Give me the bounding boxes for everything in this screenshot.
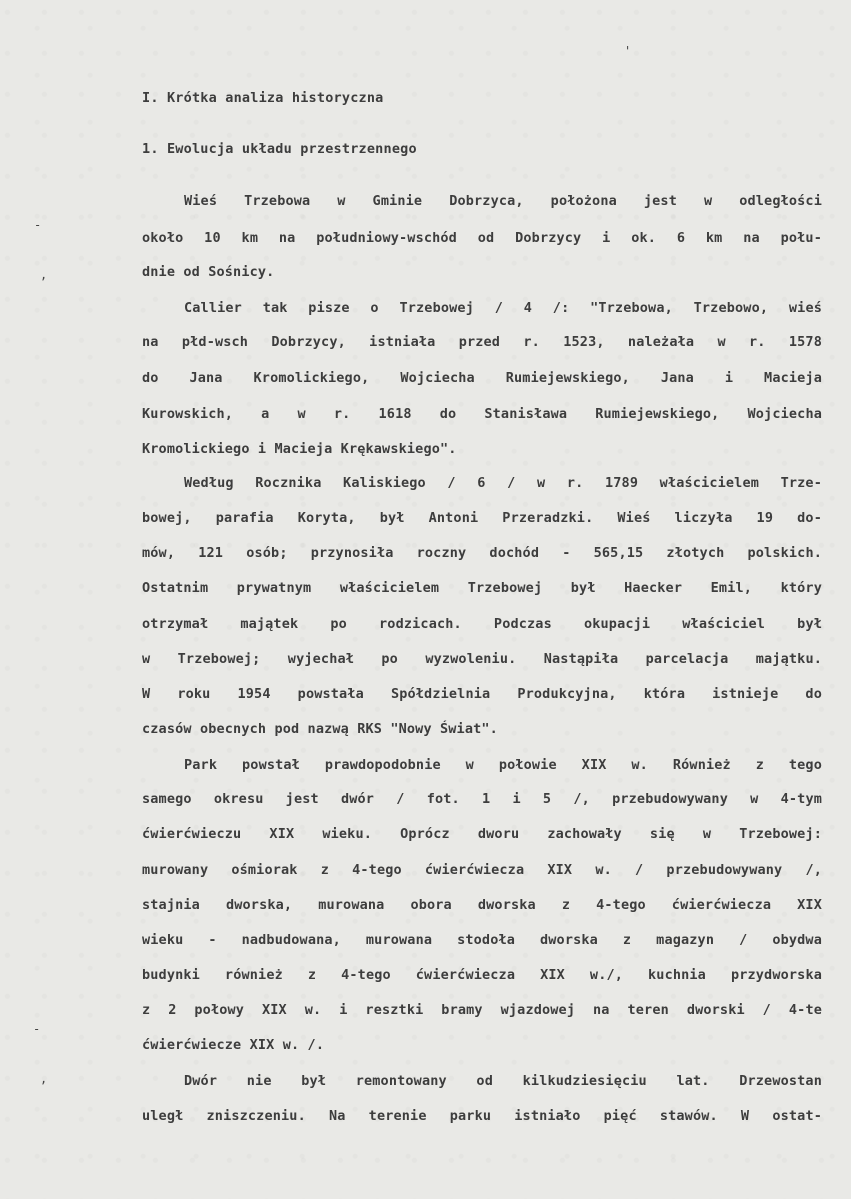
text-line: Park powstał prawdopodobnie w połowie XIX w. Również z tego	[184, 757, 822, 773]
scan-speck: '	[624, 44, 632, 58]
text-line: do Jana Kromolickiego, Wojciecha Rumiejewskiego, Jana i Macieja	[142, 370, 822, 386]
scan-speck: -	[33, 1022, 41, 1036]
text-line: ćwierćwiecze XIX w. /.	[142, 1037, 325, 1053]
text-line: w Trzebowej; wyjechał po wyzwoleniu. Nastąpiła parcelacja majątku.	[142, 651, 822, 667]
section-heading: I. Krótka analiza historyczna	[142, 90, 384, 106]
text-line: około 10 km na południowy-wschód od Dobrzycy i ok. 6 km na połu-	[142, 230, 822, 246]
text-line: czasów obecnych pod nazwą RKS "Nowy Świat".	[142, 721, 498, 737]
text-line: Ostatnim prywatnym właścicielem Trzebowej był Haecker Emil, który	[142, 580, 822, 596]
scan-speck: -	[34, 218, 42, 232]
text-line: ćwierćwieczu XIX wieku. Oprócz dworu zachowały się w Trzebowej:	[142, 826, 822, 842]
scan-speck: ,	[40, 1072, 48, 1086]
text-line: Kurowskich, a w r. 1618 do Stanisława Rumiejewskiego, Wojciecha	[142, 406, 822, 422]
text-line: samego okresu jest dwór / fot. 1 i 5 /, przebudowywany w 4-tym	[142, 791, 822, 807]
text-line: Wieś Trzebowa w Gminie Dobrzyca, położona jest w odległości	[184, 193, 822, 209]
text-line: stajnia dworska, murowana obora dworska z 4-tego ćwierćwiecza XIX	[142, 897, 822, 913]
text-line: mów, 121 osób; przynosiła roczny dochód - 565,15 złotych polskich.	[142, 545, 822, 561]
text-line: Callier tak pisze o Trzebowej / 4 /: "Trzebowa, Trzebowo, wieś	[184, 300, 822, 316]
text-line: uległ zniszczeniu. Na terenie parku istniało pięć stawów. W ostat-	[142, 1108, 822, 1124]
text-line: Kromolickiego i Macieja Krękawskiego".	[142, 441, 457, 457]
text-line: Według Rocznika Kaliskiego / 6 / w r. 1789 właścicielem Trze-	[184, 475, 822, 491]
text-line: murowany ośmiorak z 4-tego ćwierćwiecza XIX w. / przebudowywany /,	[142, 862, 822, 878]
text-line: wieku - nadbudowana, murowana stodoła dworska z magazyn / obydwa	[142, 932, 822, 948]
text-line: budynki również z 4-tego ćwierćwiecza XIX w./, kuchnia przydworska	[142, 967, 822, 983]
scan-speck: ,	[40, 268, 48, 282]
text-line: na płd-wsch Dobrzycy, istniała przed r. 1523, należała w r. 1578	[142, 334, 822, 350]
text-line: z 2 połowy XIX w. i resztki bramy wjazdowej na teren dworski / 4-te	[142, 1002, 822, 1018]
text-line: dnie od Sośnicy.	[142, 264, 275, 280]
text-line: otrzymał majątek po rodzicach. Podczas okupacji właściciel był	[142, 616, 822, 632]
text-line: bowej, parafia Koryta, był Antoni Przeradzki. Wieś liczyła 19 do-	[142, 510, 822, 526]
text-line: Dwór nie był remontowany od kilkudziesięciu lat. Drzewostan	[184, 1073, 822, 1089]
text-line: W roku 1954 powstała Spółdzielnia Produkcyjna, która istnieje do	[142, 686, 822, 702]
subsection-heading: 1. Ewolucja układu przestrzennego	[142, 141, 417, 157]
